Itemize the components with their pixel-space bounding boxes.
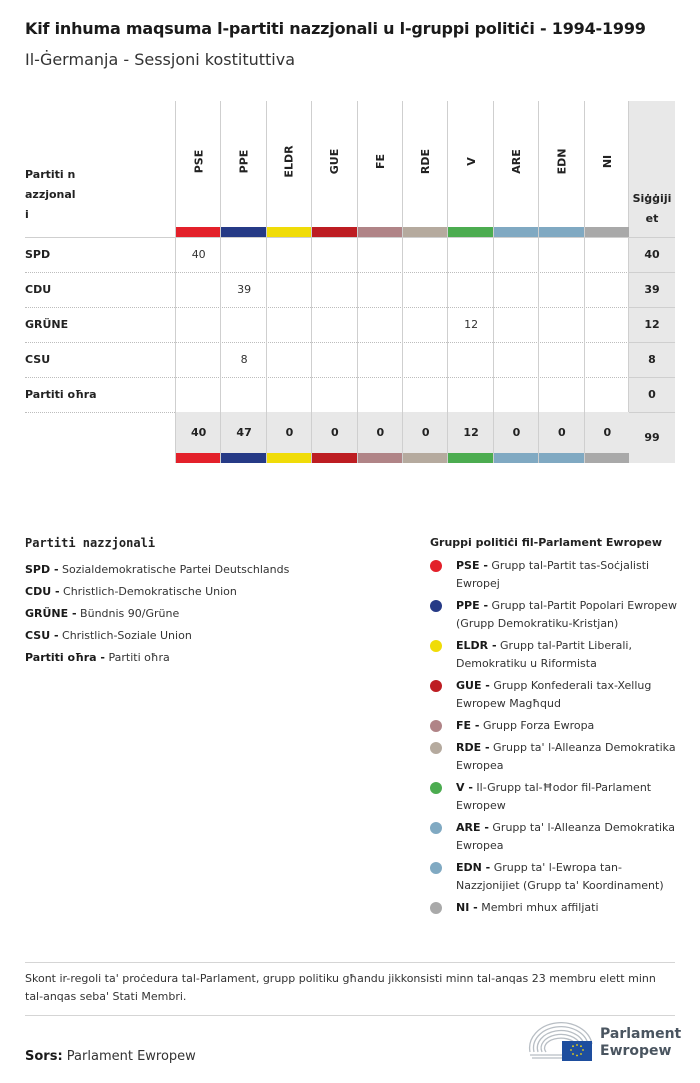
table-cell: 39 [237,283,252,296]
source-label: Sors: [25,1049,63,1064]
column-total: 40 [176,412,221,453]
table-cell [494,272,539,307]
group-color-bar [312,227,357,237]
group-legend-item [430,739,680,775]
party-name: Christlich-Demokratische Union [63,585,237,598]
grand-total: 99 [644,431,660,444]
table-cell [585,307,630,342]
column-header-text: V [464,156,478,166]
row-label: Partiti oħra [25,388,97,401]
column-header [585,121,630,201]
group-color-bar [448,453,493,463]
legend-dot-icon [430,680,442,692]
national-legend-item [25,647,405,669]
table-cell [539,272,584,307]
table-cell [539,307,584,342]
hemicycle-icon [528,1022,594,1062]
column-header-text: EDN [555,148,569,174]
national-legend-item [25,625,405,647]
eu-flag-icon [562,1041,592,1061]
national-parties-legend [25,536,405,669]
table-cell [358,307,403,342]
table-cell [539,342,584,377]
column-total: 0 [494,412,539,453]
table-cell [176,377,221,412]
row-total: 12 [644,318,660,331]
table-cell [312,237,357,272]
group-legend-item [430,637,680,673]
table-cell [221,307,266,342]
group-color-bar [539,453,584,463]
group-color-bar [358,453,403,463]
row-header-text: Partiti nazzjonali [25,168,76,221]
group-column-ni [584,101,629,463]
column-header [176,121,221,201]
legend-dot-icon [430,902,442,914]
chart-title: Kif inhuma maqsuma l-partiti nazzjonali u l-gruppi politiċi - 1994-1999 [25,19,646,38]
group-column-pse [175,101,220,463]
group-name: Membri mhux affiljati [481,901,599,914]
group-legend-item [430,819,680,855]
table-cell [358,237,403,272]
party-name: Sozialdemokratische Partei Deutschlands [62,563,290,576]
row-total: 8 [648,353,656,366]
logo-line-1: Parlament [600,1026,682,1042]
national-legend-item [25,559,405,581]
column-header-text: NI [600,154,614,168]
table-cell: 12 [464,318,479,331]
group-color-bar [312,453,357,463]
group-code: PPE - [456,599,489,612]
group-name: Grupp tal-Partit Liberali, Demokratiku u Riformista [456,639,632,670]
row-label: SPD [25,248,51,261]
table-cell [176,272,221,307]
column-total: 0 [539,412,584,453]
political-groups-legend [430,536,680,921]
logo-text [600,1026,681,1060]
column-header-text: ARE [509,148,523,174]
group-legend-item [430,859,680,895]
row-total: 39 [644,283,660,296]
table-cell [448,342,493,377]
column-header [403,121,448,201]
group-code: GUE - [456,679,490,692]
table-cell [267,272,312,307]
chart-subtitle: Il-Ġermanja - Sessjoni kostituttiva [25,50,295,69]
column-total: 0 [585,412,630,453]
group-legend-item [430,717,680,735]
group-color-bar [585,227,630,237]
legend-dot-icon [430,600,442,612]
group-column-ppe [220,101,265,463]
group-legend-item [430,899,680,917]
national-legend-title: Partiti nazzjonali [25,536,156,550]
table-cell [494,237,539,272]
table-cell [539,377,584,412]
group-color-bar [267,453,312,463]
party-code: CDU - [25,585,60,598]
table-cell [494,342,539,377]
table-cell [403,272,448,307]
legend-dot-icon [430,862,442,874]
european-parliament-logo [528,1022,682,1064]
group-name: Il-Grupp tal-Ħodor fil-Parlament Ewropew [456,781,652,812]
table-cell [585,377,630,412]
group-legend-item [430,677,680,713]
column-total: 0 [403,412,448,453]
legend-dot-icon [430,742,442,754]
group-column-rde [402,101,447,463]
column-header [358,121,403,201]
group-legend-item [430,557,680,593]
group-color-bar [221,453,266,463]
table-cell [403,342,448,377]
group-color-bar [403,453,448,463]
group-name: Grupp ta' l-Alleanza Demokratika Ewropea [456,741,676,772]
table-cell: 40 [191,248,206,261]
column-total: 47 [221,412,266,453]
column-header-text: ELDR [282,144,296,178]
table-cell [176,342,221,377]
group-column-fe [357,101,402,463]
logo-line-2: Ewropew [600,1043,672,1059]
column-total: 0 [358,412,403,453]
table-cell [494,377,539,412]
column-total: 0 [267,412,312,453]
party-name: Partiti oħra [108,651,170,664]
table-cell [267,377,312,412]
group-code: ELDR - [456,639,497,652]
group-color-bar [539,227,584,237]
table-cell [358,377,403,412]
table-cell [585,272,630,307]
group-code: RDE - [456,741,490,754]
row-label: CSU [25,353,51,366]
national-legend-item [25,581,405,603]
group-column-are [493,101,538,463]
group-color-bar [448,227,493,237]
column-header [221,121,266,201]
table-cell [176,307,221,342]
footnote: Skont ir-regoli ta' proċedura tal-Parlament, grupp politiku għandu jikkonsisti minn tal-anqas 23 membru elett minn tal-anqas seba' Stati Membri. [25,972,656,1003]
party-code: GRÜNE - [25,607,77,620]
table-cell [267,237,312,272]
group-color-bar [267,227,312,237]
group-column-eldr [266,101,311,463]
legend-dot-icon [430,560,442,572]
column-header [494,121,539,201]
total-header-text: Siġġijiet [632,192,672,225]
total-column [629,101,675,463]
group-legend-item [430,779,680,815]
table-cell [539,237,584,272]
group-color-bar [176,227,221,237]
legend-dot-icon [430,822,442,834]
column-total: 12 [448,412,493,453]
table-cell [358,272,403,307]
column-header-text: PSE [192,149,206,173]
group-name: Grupp Forza Ewropa [482,719,595,732]
row-total: 40 [644,248,660,261]
column-header-text: RDE [419,148,433,174]
source-line [25,1049,196,1064]
table-cell [403,237,448,272]
group-code: ARE - [456,821,489,834]
group-color-bar [221,227,266,237]
table-cell [267,307,312,342]
group-code: EDN - [456,861,491,874]
group-name: Grupp tal-Partit Popolari Ewropew (Grupp Demokratiku-Kristjan) [456,599,677,630]
table-cell [221,377,266,412]
party-name: Christlich-Soziale Union [62,629,192,642]
group-code: FE - [456,719,480,732]
group-name: Grupp tal-Partit tas-Soċjalisti Ewropej [456,559,650,590]
source-value: Parlament Ewropew [66,1049,196,1064]
legend-dot-icon [430,720,442,732]
row-label: CDU [25,283,52,296]
group-code: V - [456,781,473,794]
table-cell [585,237,630,272]
column-header [312,121,357,201]
group-color-bar [176,453,221,463]
table-cell [403,307,448,342]
divider [25,1015,675,1016]
legend-dot-icon [430,640,442,652]
national-legend-item [25,603,405,625]
group-column-gue [311,101,356,463]
group-name: Grupp ta' l-Alleanza Demokratika Ewropea [456,821,675,852]
column-header-text: PPE [237,149,251,173]
party-code: SPD - [25,563,59,576]
groups-legend-title: Gruppi politiċi fil-Parlament Ewropew [430,536,663,549]
table-cell [312,377,357,412]
party-code: Partiti oħra - [25,651,105,664]
column-header [267,121,312,201]
group-column-edn [538,101,583,463]
table-cell [221,237,266,272]
total-header [629,189,675,229]
table-cell [448,272,493,307]
table-cell [585,342,630,377]
group-color-bar [494,453,539,463]
row-total: 0 [648,388,656,401]
group-legend-item [430,597,680,633]
table-cell [312,272,357,307]
group-name: Grupp Konfederali tax-Xellug Ewropew Magħqud [456,679,652,710]
group-color-bar [403,227,448,237]
table-cell [494,307,539,342]
column-header [448,121,493,201]
group-color-bar [585,453,630,463]
table-cell [448,377,493,412]
group-name: Grupp ta' l-Ewropa tan-Nazzjonijiet (Grupp ta' Koordinament) [456,861,664,892]
group-code: PSE - [456,559,488,572]
party-name: Bündnis 90/Grüne [80,607,180,620]
group-color-bar [358,227,403,237]
table-cell [267,342,312,377]
legend-dot-icon [430,782,442,794]
table-cell [403,377,448,412]
table-cell [448,237,493,272]
column-total: 0 [312,412,357,453]
group-column-v [447,101,492,463]
column-header-text: FE [373,153,387,169]
table-cell: 8 [240,353,248,366]
column-header [539,121,584,201]
column-header-text: GUE [328,148,342,174]
group-color-bar [494,227,539,237]
table-cell [312,342,357,377]
row-header-label [25,165,175,225]
table-cell [358,342,403,377]
seat-distribution-table [25,101,675,463]
divider [25,962,675,963]
party-code: CSU - [25,629,59,642]
table-cell [312,307,357,342]
group-code: NI - [456,901,478,914]
row-label: GRÜNE [25,318,69,331]
